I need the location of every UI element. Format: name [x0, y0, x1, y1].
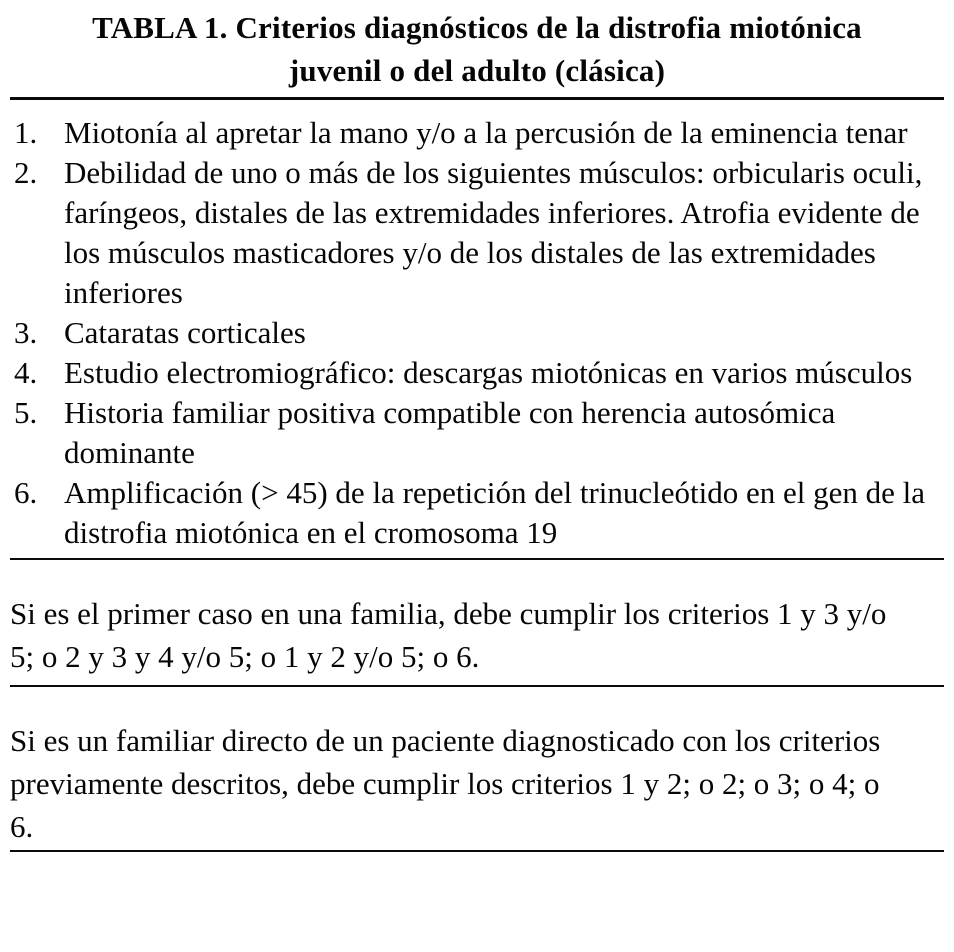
criterion-number: 2.	[14, 155, 38, 190]
criterion-item-6	[14, 473, 944, 553]
table-title-line1: TABLA 1. Criterios diagnósticos de la distrofia miotónica	[92, 10, 862, 45]
criterion-number: 4.	[14, 355, 38, 390]
criterion-text: Estudio electromiográfico: descargas miotónicas en varios músculos	[64, 355, 913, 390]
divider-bottom	[10, 850, 944, 852]
criterion-item-5	[14, 393, 944, 473]
criterion-item-1	[14, 113, 944, 153]
criterion-item-3	[14, 313, 944, 353]
divider-top	[10, 97, 944, 100]
criterion-text: Historia familiar positiva compatible con herencia autosómica dominante	[64, 395, 836, 470]
divider-between-notes	[10, 685, 944, 687]
footnote-family-member-case: Si es un familiar directo de un paciente diagnosticado con los criterios previamente descritos, debe cumplir los criterios 1 y 2; o 2; o 3; o 4; o 6.	[10, 723, 881, 844]
criterion-item-4	[14, 353, 944, 393]
criterion-number: 3.	[14, 315, 38, 350]
criterion-number: 6.	[14, 475, 38, 510]
criteria-list	[10, 113, 944, 553]
criterion-number: 5.	[14, 395, 38, 430]
criterion-number: 1.	[14, 115, 38, 150]
criterion-text: Amplificación (> 45) de la repetición del trinucleótido en el gen de la distrofia miotónica en el cromosoma 19	[64, 475, 926, 550]
criterion-text: Debilidad de uno o más de los siguientes músculos: orbicularis oculi, faríngeos, distales de las extremidades inferiores. Atrofia evidente de los músculos masticadores y/o de los distales de las extremidades inferiores	[64, 155, 923, 310]
criterion-text: Cataratas corticales	[64, 315, 306, 350]
criterion-text: Miotonía al apretar la mano y/o a la percusión de la eminencia tenar	[64, 115, 908, 150]
table-title-line2: juvenil o del adulto (clásica)	[288, 53, 666, 88]
divider-after-criteria	[10, 558, 944, 560]
footnote-first-case: Si es el primer caso en una familia, debe cumplir los criterios 1 y 3 y/o 5; o 2 y 3 y 4 y/o 5; o 1 y 2 y/o 5; o 6.	[10, 596, 887, 674]
table-title	[10, 6, 944, 92]
criterion-item-2	[14, 153, 944, 313]
